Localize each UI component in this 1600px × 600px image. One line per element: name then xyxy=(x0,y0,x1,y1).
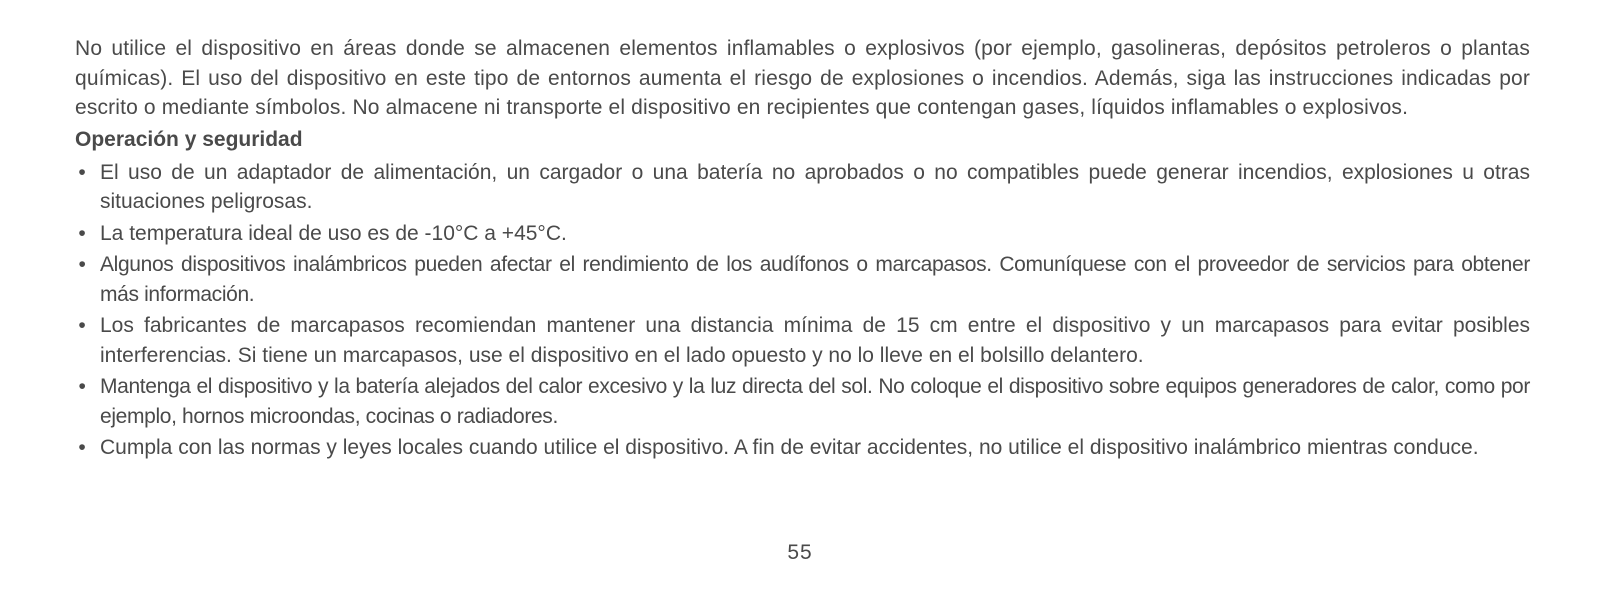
list-item xyxy=(75,158,1530,217)
list-item xyxy=(75,372,1530,431)
document-page xyxy=(75,34,1530,465)
bullet-icon: • xyxy=(78,221,86,245)
list-item xyxy=(75,219,1530,249)
bullet-icon: • xyxy=(78,375,86,398)
list-item-text: Algunos dispositivos inalámbricos pueden afectar el rendimiento de los audífonos o marcapasos. Comuníquese con el proveedor de servicios para obtener más información. xyxy=(100,253,1530,306)
list-item-text: Cumpla con las normas y leyes locales cuando utilice el dispositivo. A fin de evitar accidentes, no utilice el dispositivo inalámbrico mientras conduce. xyxy=(100,436,1479,459)
list-item-text: Mantenga el dispositivo y la batería alejados del calor excesivo y la luz directa del sol. No coloque el dispositivo sobre equipos generadores de calor, como por ejemplo, hornos microondas, cocinas o radiadores. xyxy=(100,375,1530,428)
list-item-text: Los fabricantes de marcapasos recomiendan mantener una distancia mínima de 15 cm entre el dispositivo y un marcapasos para evitar posibles interferencias. Si tiene un marcapasos, use el dispositivo en el lado opuesto y no lo lleve en el bolsillo delantero. xyxy=(100,314,1530,367)
section-heading: Operación y seguridad xyxy=(75,127,303,151)
list-item xyxy=(75,311,1530,370)
list-item xyxy=(75,433,1530,463)
list-item-text: El uso de un adaptador de alimentación, un cargador o una batería no aprobados o no compatibles puede generar incendios, explosiones u otras situaciones peligrosas. xyxy=(100,160,1530,213)
intro-paragraph: No utilice el dispositivo en áreas donde se almacenen elementos inflamables o explosivos (por ejemplo, gasolineras, depósitos petroleros o plantas químicas). El uso del dispositivo en este tipo de entornos aumenta el riesgo de explosiones o incendios. Además, siga las instrucciones indicadas por escrito o mediante símbolos. No almacene ni transporte el dispositivo en recipientes que contengan gases, líquidos inflamables o explosivos. xyxy=(75,37,1530,119)
bullet-icon: • xyxy=(78,436,86,459)
bullet-icon: • xyxy=(78,253,86,276)
safety-bullet-list xyxy=(75,158,1530,463)
list-item-text: La temperatura ideal de uso es de -10°C a +45°C. xyxy=(100,221,567,245)
bullet-icon: • xyxy=(78,160,86,184)
bullet-icon: • xyxy=(78,314,86,337)
page-number: 55 xyxy=(787,541,813,564)
list-item xyxy=(75,250,1530,309)
